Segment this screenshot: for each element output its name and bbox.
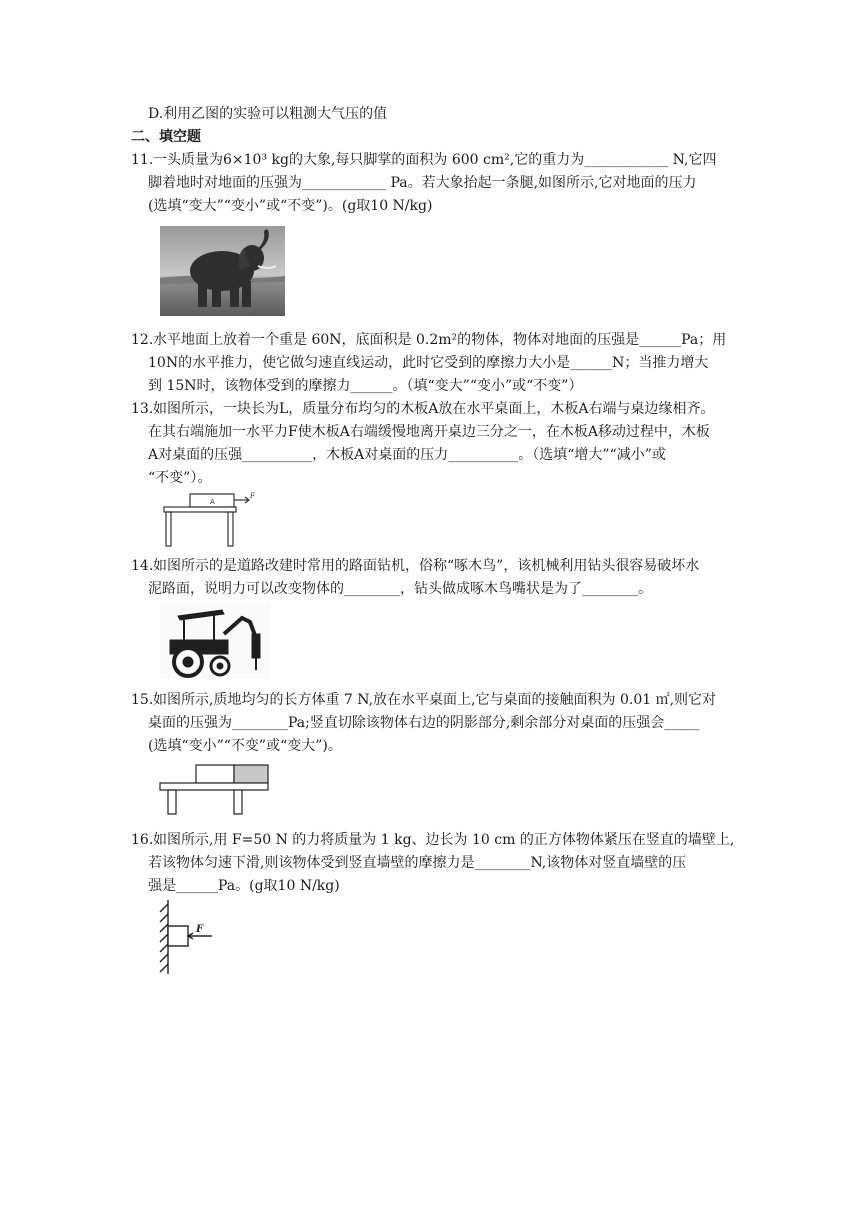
question-text-line: 在其右端施加一水平力F使木板A右端缓慢地离开桌边三分之一，在木板A移动过程中，木板 [148, 424, 710, 440]
question-text-line: 如图所示，一块长为L，质量分布均匀的木板A放在水平桌面上，木板A右端与桌边缘相齐。 [153, 401, 715, 417]
question-number: 13. [131, 401, 154, 417]
question-number: 11. [131, 152, 154, 168]
question-text-line: “不变”）。 [148, 470, 212, 486]
question-text-line: 泥路面，说明力可以改变物体的________，钻头做成啄木鸟嘴状是为了________。 [148, 581, 652, 597]
force-label: F [196, 924, 204, 935]
question-text-line: (选填“变大”“变小”或“不变”)。(g取10 N/kg) [148, 198, 433, 214]
question-text-line: A对桌面的压强__________，木板A对桌面的压力__________。（选填“增大”“减小”或 [148, 447, 666, 463]
elephant-photo [160, 226, 285, 316]
question-text-line: 到 15N时，该物体受到的摩擦力______。（填“变大”“变小”或“不变”） [148, 378, 583, 394]
question-text-line: 如图所示,用 F=50 N 的力将质量为 1 kg、边长为 10 cm 的正方体物体紧压在竖直的墙壁上, [153, 832, 735, 848]
block-on-table-figure [158, 762, 270, 818]
question-text-line: 如图所示的是道路改建时常用的路面钻机，俗称“啄木鸟”，该机械利用钻头很容易破坏水 [153, 558, 700, 574]
question-number: 12. [131, 332, 154, 348]
board-label: A [210, 498, 215, 506]
question-text-line: 如图所示,质地均匀的长方体重 7 N,放在水平桌面上,它与桌面的接触面积为 0.01 ㎡,则它对 [153, 692, 717, 708]
question-text-line: 一头质量为6×10³ kg的大象,每只脚掌的面积为 600 cm²,它的重力为____________ N,它四 [153, 152, 717, 168]
block-against-wall-figure [152, 898, 222, 978]
question-text-line: (选填“变小”“不变”或“变大”)。 [148, 738, 342, 754]
question-text-line: 若该物体匀速下滑,则该物体受到竖直墙壁的摩擦力是________N,该物体对竖直墙壁的压 [148, 855, 687, 871]
section-title: 二、填空题 [131, 129, 201, 145]
option-d-text: D.利用乙图的实验可以粗测大气压的值 [148, 106, 388, 122]
question-number: 14. [131, 558, 154, 574]
board-on-table-figure [160, 490, 260, 550]
question-text-line: 强是______Pa。(g取10 N/kg) [148, 878, 340, 894]
question-text-line: 脚着地时对地面的压强为____________ Pa。若大象抬起一条腿,如图所示,它对地面的压力 [148, 175, 697, 191]
force-label: F [250, 492, 255, 500]
question-text-line: 水平地面上放着一个重是 60N，底面积是 0.2m²的物体，物体对地面的压强是______Pa；用 [153, 332, 727, 348]
question-text-line: 10N的水平推力，使它做匀速直线运动，此时它受到的摩擦力大小是______N；当推力增大 [148, 355, 709, 371]
question-number: 16. [131, 832, 154, 848]
question-number: 15. [131, 692, 154, 708]
road-drill-machine-figure [160, 604, 270, 679]
question-text-line: 桌面的压强为________Pa;竖直切除该物体右边的阴影部分,剩余部分对桌面的压强会_____ [148, 715, 700, 731]
